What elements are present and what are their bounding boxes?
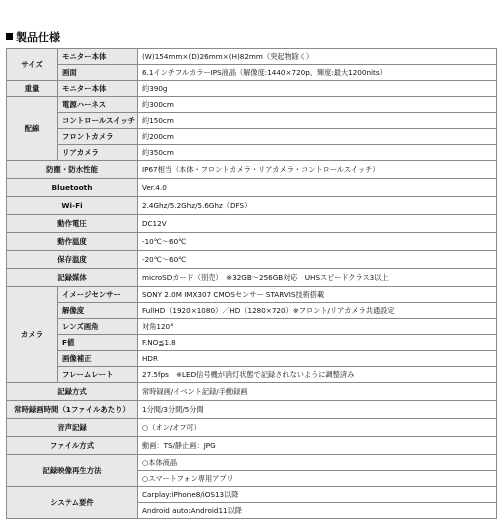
sub-label-wiring: リアカメラ (58, 145, 138, 161)
table-row (7, 233, 497, 251)
sub-label-wiring: 電源ハーネス (58, 97, 138, 113)
table-row (7, 287, 497, 303)
table-row (7, 161, 497, 179)
table-row (7, 335, 497, 351)
value-camera: 27.5fps ※LED信号機が消灯状態で記録されないように調整済み (138, 367, 497, 383)
value-playback-1: ○本体液晶 (138, 455, 497, 471)
value-bluetooth: Ver.4.0 (138, 179, 497, 197)
value-camera: 対角120° (138, 319, 497, 335)
table-row (7, 419, 497, 437)
value-camera: HDR (138, 351, 497, 367)
sub-label-screen: 画面 (58, 65, 138, 81)
value-audio: ○（オン/オフ可） (138, 419, 497, 437)
sub-label-monitor: モニター本体 (58, 49, 138, 65)
row-label-playback: 記録映像再生方法 (7, 455, 138, 487)
row-label-size: サイズ (7, 49, 58, 81)
table-row (7, 197, 497, 215)
table-row (7, 319, 497, 335)
sub-label-weight: モニター本体 (58, 81, 138, 97)
value-storage-temp: -20℃〜60℃ (138, 251, 497, 269)
row-label-camera: カメラ (7, 287, 58, 383)
table-row (7, 49, 497, 65)
page-title: 製品仕様 (6, 31, 60, 45)
value-rec-time: 1分間/3分間/5分間 (138, 401, 497, 419)
row-label-rec-time: 常時録画時間（1ファイルあたり） (7, 401, 138, 419)
table-row (7, 455, 497, 471)
table-row (7, 65, 497, 81)
sub-label-wiring: フロントカメラ (58, 129, 138, 145)
value-waterproof: IP67相当（本体・フロントカメラ・リアカメラ・コントロールスイッチ） (138, 161, 497, 179)
value-camera: FullHD（1920×1080）／HD（1280×720）※フロント/リアカメラ共通設定 (138, 303, 497, 319)
value-op-temp: -10℃〜60℃ (138, 233, 497, 251)
value-wiring: 約200cm (138, 129, 497, 145)
table-row (7, 351, 497, 367)
table-row (7, 215, 497, 233)
table-row (7, 113, 497, 129)
sub-label-camera: 解像度 (58, 303, 138, 319)
table-row (7, 81, 497, 97)
value-media: microSDカード（別売） ※32GB〜256GB対応 UHSスピードクラス3以上 (138, 269, 497, 287)
row-label-weight: 重量 (7, 81, 58, 97)
row-label-wifi: Wi-Fi (7, 197, 138, 215)
table-row (7, 437, 497, 455)
row-label-system: システム要件 (7, 487, 138, 519)
table-row (7, 251, 497, 269)
value-file-format: 動画：TS/静止画：JPG (138, 437, 497, 455)
table-row (7, 383, 497, 401)
table-row (7, 145, 497, 161)
value-rec-mode: 常時録画/イベント記録/手動録画 (138, 383, 497, 401)
sub-label-wiring: コントロールスイッチ (58, 113, 138, 129)
value-monitor-size: (W)154mm×(D)26mm×(H)82mm（突起物除く） (138, 49, 497, 65)
row-label-wiring: 配線 (7, 97, 58, 161)
sub-label-camera: レンズ画角 (58, 319, 138, 335)
row-label-bluetooth: Bluetooth (7, 179, 138, 197)
table-row (7, 129, 497, 145)
value-weight: 約390g (138, 81, 497, 97)
value-wiring: 約300cm (138, 97, 497, 113)
value-system-2: Android auto:Android11以降 (138, 503, 497, 519)
row-label-storage-temp: 保存温度 (7, 251, 138, 269)
spec-table (6, 48, 497, 519)
row-label-voltage: 動作電圧 (7, 215, 138, 233)
table-row (7, 303, 497, 319)
value-camera: SONY 2.0M IMX307 CMOSセンサー STARVIS技術搭載 (138, 287, 497, 303)
sub-label-camera: 画像補正 (58, 351, 138, 367)
value-screen: 6.1インチフルカラーIPS液晶（解像度:1440×720p、輝度:最大1200nits） (138, 65, 497, 81)
sub-label-camera: フレームレート (58, 367, 138, 383)
table-row (7, 401, 497, 419)
row-label-media: 記録媒体 (7, 269, 138, 287)
table-row (7, 269, 497, 287)
value-playback-2: ○スマートフォン専用アプリ (138, 471, 497, 487)
row-label-audio: 音声記録 (7, 419, 138, 437)
table-row (7, 179, 497, 197)
row-label-waterproof: 防塵・防水性能 (7, 161, 138, 179)
row-label-op-temp: 動作温度 (7, 233, 138, 251)
value-voltage: DC12V (138, 215, 497, 233)
table-row (7, 367, 497, 383)
bullet-square-icon (6, 33, 13, 40)
table-row (7, 487, 497, 503)
sub-label-camera: F値 (58, 335, 138, 351)
value-wiring: 約350cm (138, 145, 497, 161)
row-label-rec-mode: 記録方式 (7, 383, 138, 401)
table-row (7, 97, 497, 113)
value-wiring: 約150cm (138, 113, 497, 129)
value-system-1: Carplay:iPhone8/iOS13以降 (138, 487, 497, 503)
value-wifi: 2.4Ghz/5.2Ghz/5.6Ghz（DFS） (138, 197, 497, 215)
row-label-file-format: ファイル方式 (7, 437, 138, 455)
value-camera: F.NO≦1.8 (138, 335, 497, 351)
sub-label-camera: イメージセンサー (58, 287, 138, 303)
